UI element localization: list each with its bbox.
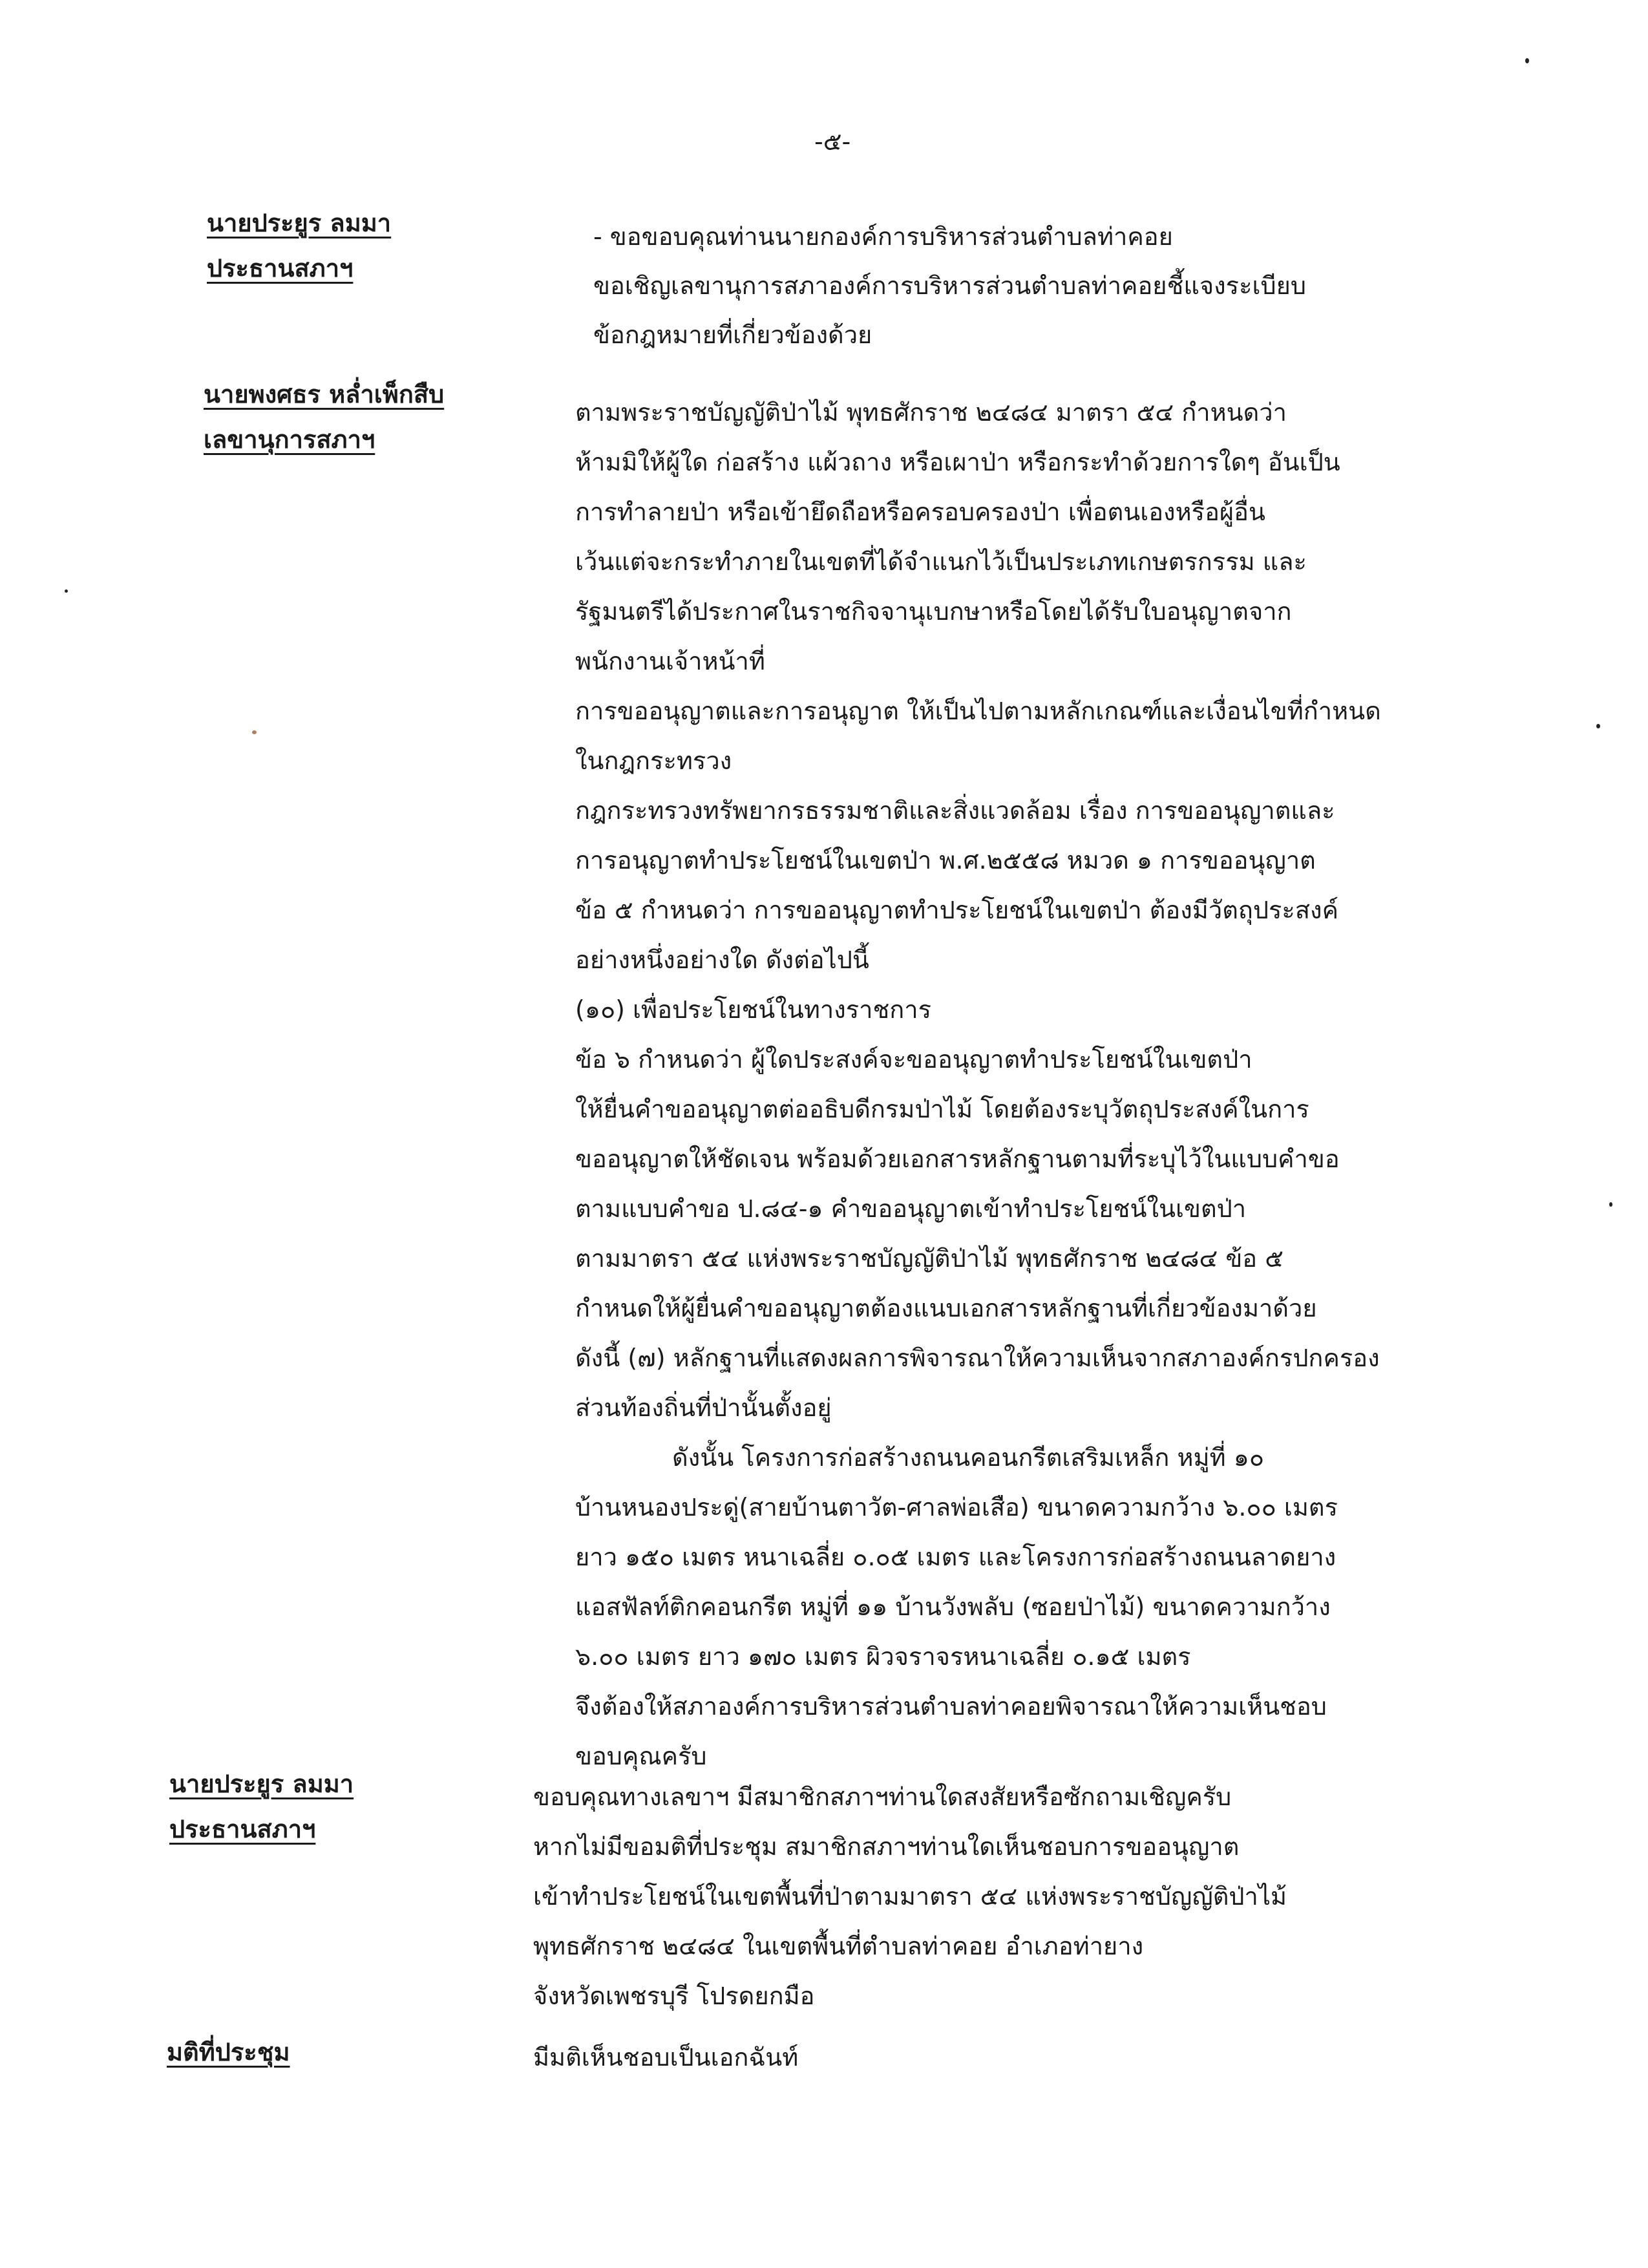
speaker-role: ประธานสภาฯ — [207, 254, 354, 282]
speech-block — [575, 388, 1381, 1781]
speaker-label — [169, 1761, 354, 1852]
speech-line: ข้อ ๕ กำหนดว่า การขออนุญาตทำประโยชน์ในเขตป่า ต้องมีวัตถุประสงค์ — [575, 896, 1338, 924]
speech-block — [533, 1772, 1287, 2021]
speech-line: จังหวัดเพชรบุรี โปรดยกมือ — [533, 1982, 815, 2010]
speech-line: ตามแบบคำขอ ป.๘๔-๑ คำขออนุญาตเข้าทำประโยชน์ในเขตป่า — [575, 1194, 1247, 1223]
scan-speck — [1609, 1202, 1612, 1207]
speech-line: ดังนี้ (๗) หลักฐานที่แสดงผลการพิจารณาให้ความเห็นจากสภาองค์กรปกครอง — [575, 1344, 1380, 1372]
resolution-line: มีมติเห็นชอบเป็นเอกฉันท์ — [533, 2043, 799, 2072]
speaker-label — [204, 372, 444, 462]
scan-speck — [65, 589, 68, 593]
speech-line: หากไม่มีขอมติที่ประชุม สมาชิกสภาฯท่านใดเห็นชอบการขออนุญาต — [533, 1832, 1240, 1861]
speech-line: ในกฎกระทรวง — [575, 747, 732, 775]
speech-line: เว้นแต่จะกระทำภายในเขตที่ได้จำแนกไว้เป็นประเภทเกษตรกรรม และ — [575, 547, 1307, 576]
speech-line: ตามมาตรา ๕๔ แห่งพระราชบัญญัติป่าไม้ พุทธศักราช ๒๔๘๔ ข้อ ๕ — [575, 1244, 1284, 1273]
speech-line: ขออนุญาตให้ชัดเจน พร้อมด้วยเอกสารหลักฐานตามที่ระบุไว้ในแบบคำขอ — [575, 1145, 1340, 1173]
speech-line: ดังนั้น โครงการก่อสร้างถนนคอนกรีตเสริมเหล็ก หมู่ที่ ๑๐ — [672, 1443, 1265, 1472]
speech-line: แอสฟัลท์ติกคอนกรีต หมู่ที่ ๑๑ บ้านวังพลับ (ซอยป่าไม้) ขนาดความกว้าง — [575, 1593, 1331, 1621]
speech-line: ขอบคุณทางเลขาฯ มีสมาชิกสภาฯท่านใดสงสัยหรือซักถามเชิญครับ — [533, 1783, 1232, 1811]
speaker-name: นายประยูร ลมมา — [207, 209, 392, 237]
speaker-role: ประธานสภาฯ — [169, 1815, 316, 1843]
speech-line: การขออนุญาตและการอนุญาต ให้เป็นไปตามหลักเกณฑ์และเงื่อนไขที่กำหนด — [575, 697, 1381, 725]
speech-line: กำหนดให้ผู้ยื่นคำขออนุญาตต้องแนบเอกสารหลักฐานที่เกี่ยวข้องมาด้วย — [575, 1294, 1317, 1322]
speaker-role: เลขานุการสภาฯ — [204, 425, 375, 454]
speech-line: ยาว ๑๕๐ เมตร หนาเฉลี่ย ๐.๐๕ เมตร และโครงการก่อสร้างถนนลาดยาง — [575, 1543, 1336, 1571]
speech-line: ห้ามมิให้ผู้ใด ก่อสร้าง แผ้วถาง หรือเผาป่า หรือกระทำด้วยการใดๆ อันเป็น — [575, 448, 1340, 476]
speech-line: ขอบคุณครับ — [575, 1742, 707, 1770]
speaker-name: นายประยูร ลมมา — [169, 1770, 354, 1798]
speech-line: เข้าทำประโยชน์ในเขตพื้นที่ป่าตามมาตรา ๕๔ แห่งพระราชบัญญัติป่าไม้ — [533, 1882, 1287, 1911]
speech-line: (๑๐) เพื่อประโยชน์ในทางราชการ — [575, 995, 932, 1024]
speech-line: จึงต้องให้สภาองค์การบริหารส่วนตำบลท่าคอยพิจารณาให้ความเห็นชอบ — [575, 1692, 1327, 1721]
speech-line: ตามพระราชบัญญัติป่าไม้ พุทธศักราช ๒๔๘๔ มาตรา ๕๔ กำหนดว่า — [575, 398, 1287, 427]
speaker-label — [167, 2030, 290, 2075]
speaker-label — [207, 200, 391, 291]
speech-block — [593, 212, 1306, 359]
resolution-label: มติที่ประชุม — [167, 2038, 290, 2066]
speech-line: รัฐมนตรีได้ประกาศในราชกิจจานุเบกษาหรือโดยได้รับใบอนุญาตจาก — [575, 597, 1292, 626]
speech-line: พนักงานเจ้าหน้าที่ — [575, 647, 765, 675]
scan-speck — [252, 730, 257, 734]
scan-speck — [1596, 724, 1600, 728]
speech-line: บ้านหนองประดู่(สายบ้านตาวัต-ศาลพ่อเสือ) ขนาดความกว้าง ๖.๐๐ เมตร — [575, 1493, 1338, 1521]
speech-line: พุทธศักราช ๒๔๘๔ ในเขตพื้นที่ตำบลท่าคอย อำเภอท่ายาง — [533, 1932, 1144, 1960]
speech-line: การทำลายป่า หรือเข้ายึดถือหรือครอบครองป่า เพื่อตนเองหรือผู้อื่น — [575, 498, 1265, 526]
speech-line: ข้อกฎหมายที่เกี่ยวข้องด้วย — [593, 321, 872, 349]
speech-line: ข้อ ๖ กำหนดว่า ผู้ใดประสงค์จะขออนุญาตทำประโยชน์ในเขตป่า — [575, 1045, 1252, 1074]
scan-speck — [1525, 58, 1529, 63]
speaker-name: นายพงศธร หล่ำเพ็กสืบ — [204, 380, 445, 408]
speech-line: ขอเชิญเลขานุการสภาองค์การบริหารส่วนตำบลท่าคอยชี้แจงระเบียบ — [593, 271, 1306, 300]
speech-line: อย่างหนึ่งอย่างใด ดังต่อไปนี้ — [575, 946, 869, 974]
speech-line: ๖.๐๐ เมตร ยาว ๑๗๐ เมตร ผิวจราจรหนาเฉลี่ย ๐.๑๕ เมตร — [575, 1642, 1191, 1671]
speech-line: - ขอขอบคุณท่านนายกองค์การบริหารส่วนตำบลท่าคอย — [593, 222, 1173, 251]
speech-line: การอนุญาตทำประโยชน์ในเขตป่า พ.ศ.๒๕๕๘ หมวด ๑ การขออนุญาต — [575, 846, 1316, 874]
page-number: -๕- — [814, 127, 851, 156]
speech-line: ให้ยื่นคำขออนุญาตต่ออธิบดีกรมป่าไม้ โดยต้องระบุวัตถุประสงค์ในการ — [575, 1095, 1309, 1123]
speech-line: ส่วนท้องถิ่นที่ป่านั้นตั้งอยู่ — [575, 1394, 832, 1422]
resolution-text-block — [533, 2033, 798, 2083]
speech-line: กฎกระทรวงทรัพยากรธรรมชาติและสิ่งแวดล้อม เรื่อง การขออนุญาตและ — [575, 796, 1335, 825]
